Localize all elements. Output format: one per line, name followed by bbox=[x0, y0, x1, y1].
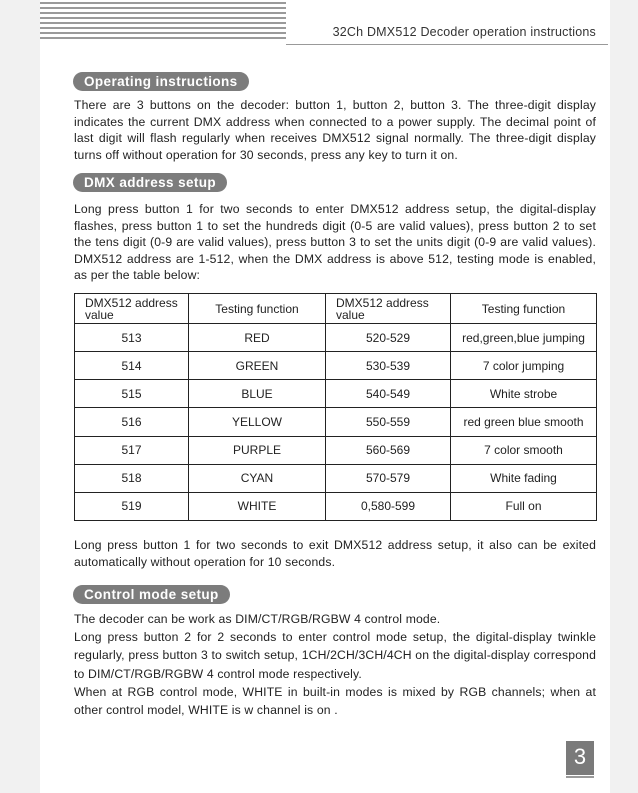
control-line-2: Long press button 2 for 2 seconds to enter control mode setup, the digital-display twinkle regularly, press button 3 to switch setup, 1CH/2CH/3CH/4CH on the digital-display correspond to DIM/CT/RGB/RGBW 4 control mode respectively. bbox=[74, 630, 596, 681]
table-cell: 7 color jumping bbox=[451, 352, 597, 380]
dmx-exit-paragraph bbox=[74, 537, 596, 570]
table-cell: RED bbox=[189, 324, 326, 352]
table-row bbox=[75, 464, 597, 492]
page-number-underline bbox=[566, 776, 594, 778]
table-cell: 513 bbox=[75, 324, 189, 352]
table-cell: 540-549 bbox=[326, 380, 451, 408]
table-row bbox=[75, 324, 597, 352]
table-cell: 519 bbox=[75, 492, 189, 520]
table-cell: BLUE bbox=[189, 380, 326, 408]
table-cell: PURPLE bbox=[189, 436, 326, 464]
table-row bbox=[75, 436, 597, 464]
table-cell: 7 color smooth bbox=[451, 436, 597, 464]
dmx-testing-table bbox=[74, 293, 597, 521]
table-cell: 520-529 bbox=[326, 324, 451, 352]
table-cell: 514 bbox=[75, 352, 189, 380]
control-paragraph bbox=[74, 610, 596, 719]
table-row bbox=[75, 380, 597, 408]
table-header-row bbox=[75, 294, 597, 324]
table-header-cell: Testing function bbox=[189, 294, 326, 324]
table-row bbox=[75, 352, 597, 380]
table-header-cell: Testing function bbox=[451, 294, 597, 324]
table-cell: 560-569 bbox=[326, 436, 451, 464]
table-cell: White fading bbox=[451, 464, 597, 492]
table-cell: 517 bbox=[75, 436, 189, 464]
table-cell: WHITE bbox=[189, 492, 326, 520]
table-cell: Full on bbox=[451, 492, 597, 520]
table-cell: 0,580-599 bbox=[326, 492, 451, 520]
dmx-exit-text: Long press button 1 for two seconds to exit DMX512 address setup, it also can be exited automatically without operation for 10 seconds. bbox=[74, 538, 596, 569]
section-heading-operating: Operating instructions bbox=[73, 72, 249, 91]
table-cell: White strobe bbox=[451, 380, 597, 408]
table-cell: 530-539 bbox=[326, 352, 451, 380]
header-rule bbox=[286, 44, 608, 45]
dmx-setup-text: Long press button 1 for two seconds to enter DMX512 address setup, the digital-display flashes, press button 1 to set the hundreds digit (0-5 are valid values), press button 2 to set the tens digit (0-9 are valid values), press button 3 to set the units digit (0-9 are valid values). DMX512 address are 1-512, when the DMX address is above 512, testing mode is enabled, as per the table below: bbox=[74, 202, 596, 282]
table-cell: 515 bbox=[75, 380, 189, 408]
table-cell: GREEN bbox=[189, 352, 326, 380]
table-cell: red,green,blue jumping bbox=[451, 324, 597, 352]
section-heading-dmx-setup: DMX address setup bbox=[73, 173, 227, 192]
table-cell: 570-579 bbox=[326, 464, 451, 492]
operating-text: There are 3 buttons on the decoder: button 1, button 2, button 3. The three-digit display indicates the current DMX address when connected to a power supply. The decimal point of last digit will flash regularly when receives DMX512 signal normally. The three-digit display turns off without operation for 30 seconds, press any key to turn it on. bbox=[74, 98, 596, 162]
page-number: 3 bbox=[566, 741, 594, 775]
table-cell: YELLOW bbox=[189, 408, 326, 436]
table-header-cell: DMX512 address value bbox=[326, 294, 451, 324]
table-header-cell: DMX512 address value bbox=[75, 294, 189, 324]
table-cell: 516 bbox=[75, 408, 189, 436]
operating-paragraph bbox=[74, 97, 596, 163]
table-row bbox=[75, 408, 597, 436]
section-heading-control: Control mode setup bbox=[73, 585, 230, 604]
control-line-3: When at RGB control mode, WHITE in built-in modes is mixed by RGB channels; when at other control model, WHITE is w channel is on . bbox=[74, 684, 596, 718]
table-cell: 518 bbox=[75, 464, 189, 492]
dmx-setup-paragraph bbox=[74, 201, 596, 284]
table-cell: red green blue smooth bbox=[451, 408, 597, 436]
table-cell: 550-559 bbox=[326, 408, 451, 436]
table-row bbox=[75, 492, 597, 520]
control-line-1: The decoder can be work as DIM/CT/RGB/RGBW 4 control mode. bbox=[74, 612, 441, 626]
table-cell: CYAN bbox=[189, 464, 326, 492]
header-decoration-lines bbox=[40, 2, 286, 42]
header-title: 32Ch DMX512 Decoder operation instructions bbox=[332, 25, 596, 39]
